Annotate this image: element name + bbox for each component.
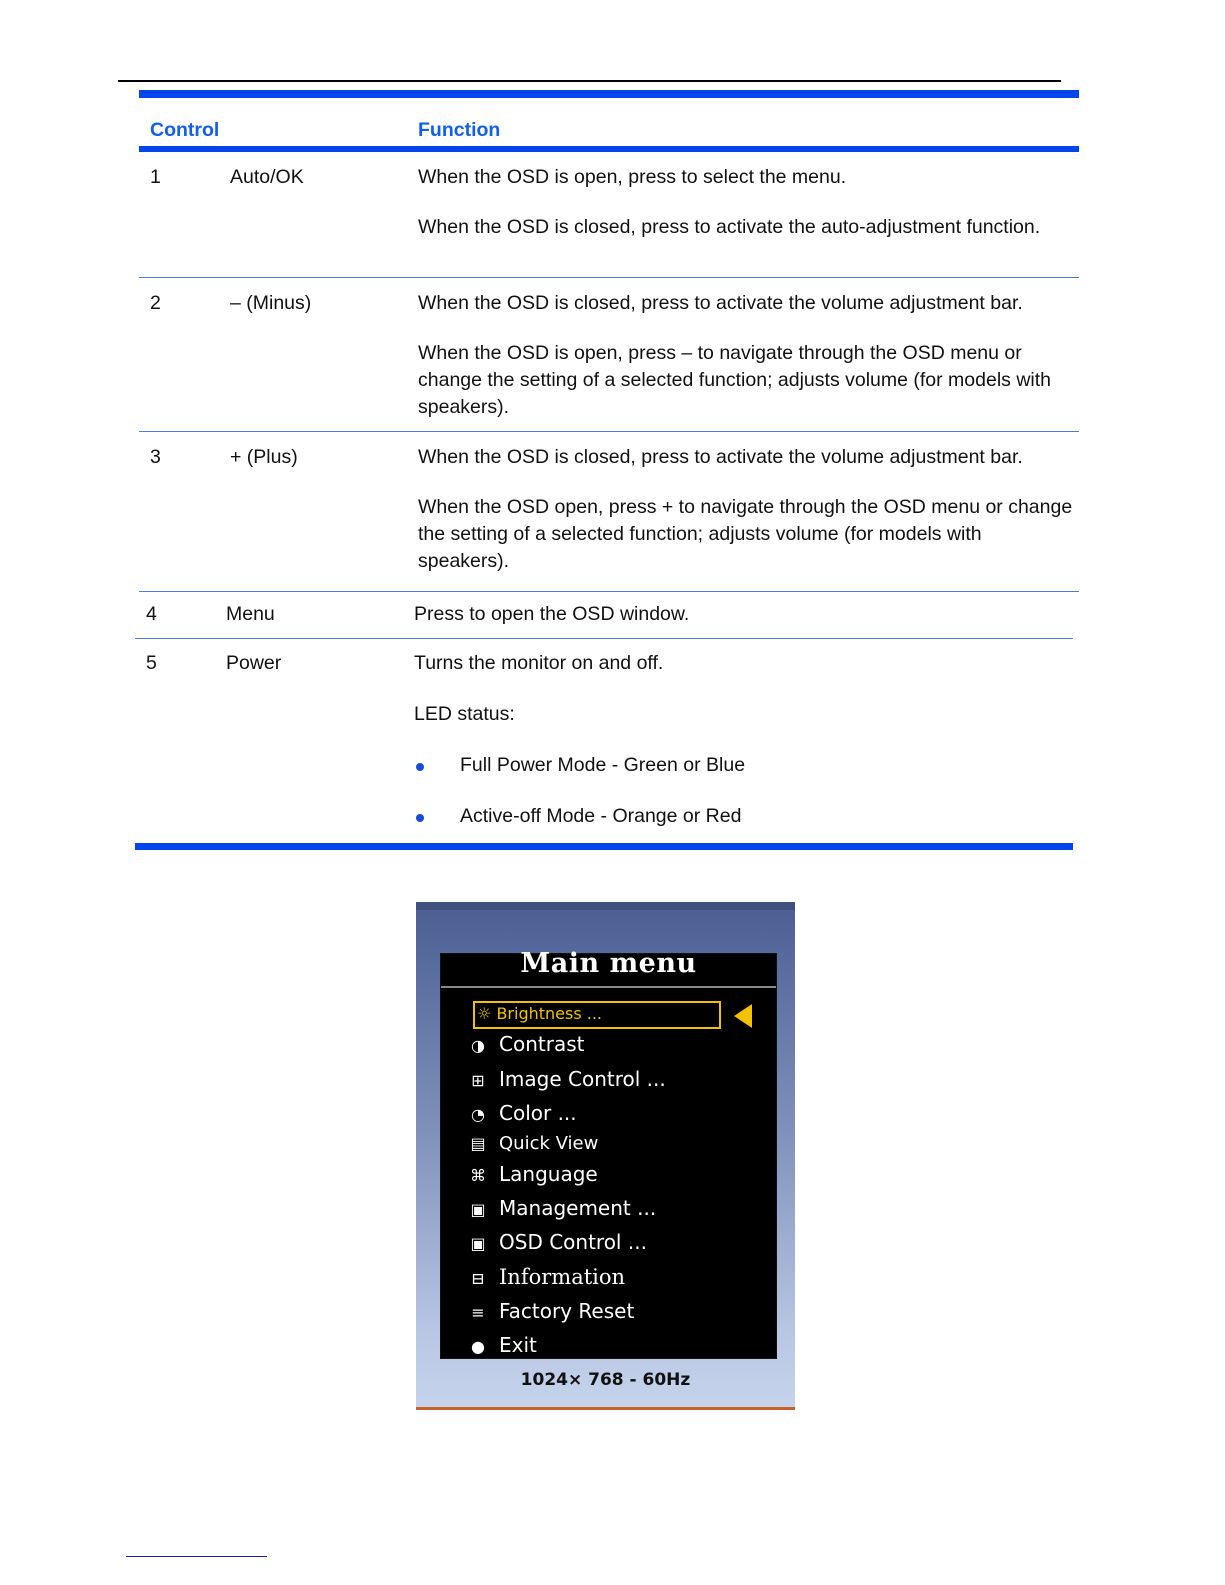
- function-text: When the OSD is open, press – to navigate through the OSD menu or change the setting of a selected function; adjusts volume (for models with speakers).: [418, 342, 1052, 418]
- osd-item-label: Information: [499, 1265, 626, 1289]
- bullet-dot: [416, 763, 424, 771]
- bullet-item: [414, 752, 1074, 779]
- osd-item-osd-control[interactable]: [467, 1230, 647, 1254]
- function-cell: [414, 650, 1074, 830]
- bullet-text: Active-off Mode - Orange or Red: [460, 805, 742, 827]
- exit-icon: ●: [471, 1337, 485, 1356]
- function-text: When the OSD is closed, press to activate the volume adjustment bar.: [418, 446, 1023, 468]
- osd-item-contrast[interactable]: [467, 1032, 584, 1056]
- table-header: [139, 90, 1079, 152]
- row-number: 4: [146, 603, 157, 625]
- osd-item-image-control[interactable]: [467, 1067, 666, 1091]
- osd-resolution-readout: 1024× 768 - 60Hz: [520, 1370, 691, 1390]
- bullet-dot: [416, 814, 424, 822]
- function-text: When the OSD is closed, press to activate the volume adjustment bar.: [418, 292, 1023, 314]
- control-name: Menu: [226, 603, 275, 625]
- osd-item-factory-reset[interactable]: [467, 1299, 634, 1323]
- management-icon: ▣: [470, 1200, 486, 1219]
- table-row: [135, 639, 1073, 850]
- language-icon: ⌘: [470, 1166, 486, 1185]
- quick-view-icon: ▤: [470, 1134, 486, 1153]
- osd-item-management[interactable]: [467, 1196, 656, 1220]
- control-name: + (Plus): [230, 446, 298, 468]
- function-cell: [414, 601, 1074, 628]
- osd-item-exit[interactable]: [467, 1333, 537, 1357]
- function-text: When the OSD is open, press to select the menu.: [418, 166, 847, 188]
- function-text: When the OSD open, press + to navigate through the OSD menu or change the setting of a selected function; adjusts volume (for models with speakers).: [418, 496, 1073, 572]
- control-name: – (Minus): [230, 292, 312, 314]
- information-icon: ⊟: [471, 1269, 485, 1288]
- function-text: LED status:: [414, 703, 515, 725]
- osd-item-label: Quick View: [499, 1133, 599, 1154]
- table-row: [135, 592, 1073, 639]
- image-control-icon: ⊞: [471, 1071, 485, 1090]
- osd-main-menu-image: [416, 902, 795, 1410]
- osd-item-label: OSD Control ...: [499, 1230, 647, 1254]
- table-row: [139, 432, 1079, 592]
- header-function: Function: [418, 119, 501, 141]
- osd-top-band: [416, 902, 795, 910]
- control-name: Auto/OK: [230, 166, 304, 188]
- osd-item-label: Image Control ...: [499, 1067, 666, 1091]
- osd-item-label: Management ...: [499, 1196, 657, 1220]
- osd-item-label: Color ...: [499, 1101, 577, 1125]
- factory-reset-icon: ≡: [471, 1303, 485, 1322]
- osd-item-label: Factory Reset: [499, 1299, 635, 1323]
- osd-item-label: Contrast: [499, 1032, 585, 1056]
- osd-item-information[interactable]: [467, 1265, 625, 1289]
- osd-item-brightness[interactable]: [477, 1004, 602, 1023]
- function-text: Turns the monitor on and off.: [414, 652, 664, 674]
- function-cell: [418, 164, 1078, 241]
- brightness-icon: ☼: [477, 1004, 497, 1023]
- color-icon: ◔: [471, 1105, 485, 1124]
- osd-item-label: Exit: [499, 1333, 537, 1357]
- header-control: Control: [150, 119, 220, 141]
- row-number: 2: [150, 292, 161, 314]
- osd-screen: [440, 948, 777, 1359]
- selection-arrow-icon: [734, 1004, 752, 1028]
- function-text: Press to open the OSD window.: [414, 603, 690, 625]
- osd-item-label: Brightness ...: [496, 1004, 603, 1023]
- page-top-rule: [118, 80, 1061, 82]
- osd-title: Main menu: [520, 948, 697, 979]
- bullet-item: [414, 803, 1074, 830]
- function-text: When the OSD is closed, press to activate the auto-adjustment function.: [418, 216, 1041, 238]
- page-footer-rule: [126, 1556, 267, 1557]
- row-number: 5: [146, 652, 157, 674]
- table-row: [139, 278, 1079, 432]
- contrast-icon: ◑: [471, 1036, 485, 1055]
- osd-item-language[interactable]: [467, 1162, 598, 1186]
- row-number: 1: [150, 166, 161, 188]
- osd-item-label: Language: [499, 1162, 598, 1186]
- osd-title-divider: [441, 986, 776, 988]
- bullet-text: Full Power Mode - Green or Blue: [460, 754, 746, 776]
- row-number: 3: [150, 446, 161, 468]
- function-cell: [418, 290, 1078, 421]
- function-cell: [418, 444, 1078, 575]
- table-row: [139, 152, 1079, 278]
- osd-item-color[interactable]: [467, 1101, 577, 1125]
- control-name: Power: [226, 652, 282, 674]
- osd-control-icon: ▣: [470, 1234, 486, 1253]
- controls-table: [139, 90, 1079, 850]
- osd-item-quick-view[interactable]: [467, 1133, 598, 1154]
